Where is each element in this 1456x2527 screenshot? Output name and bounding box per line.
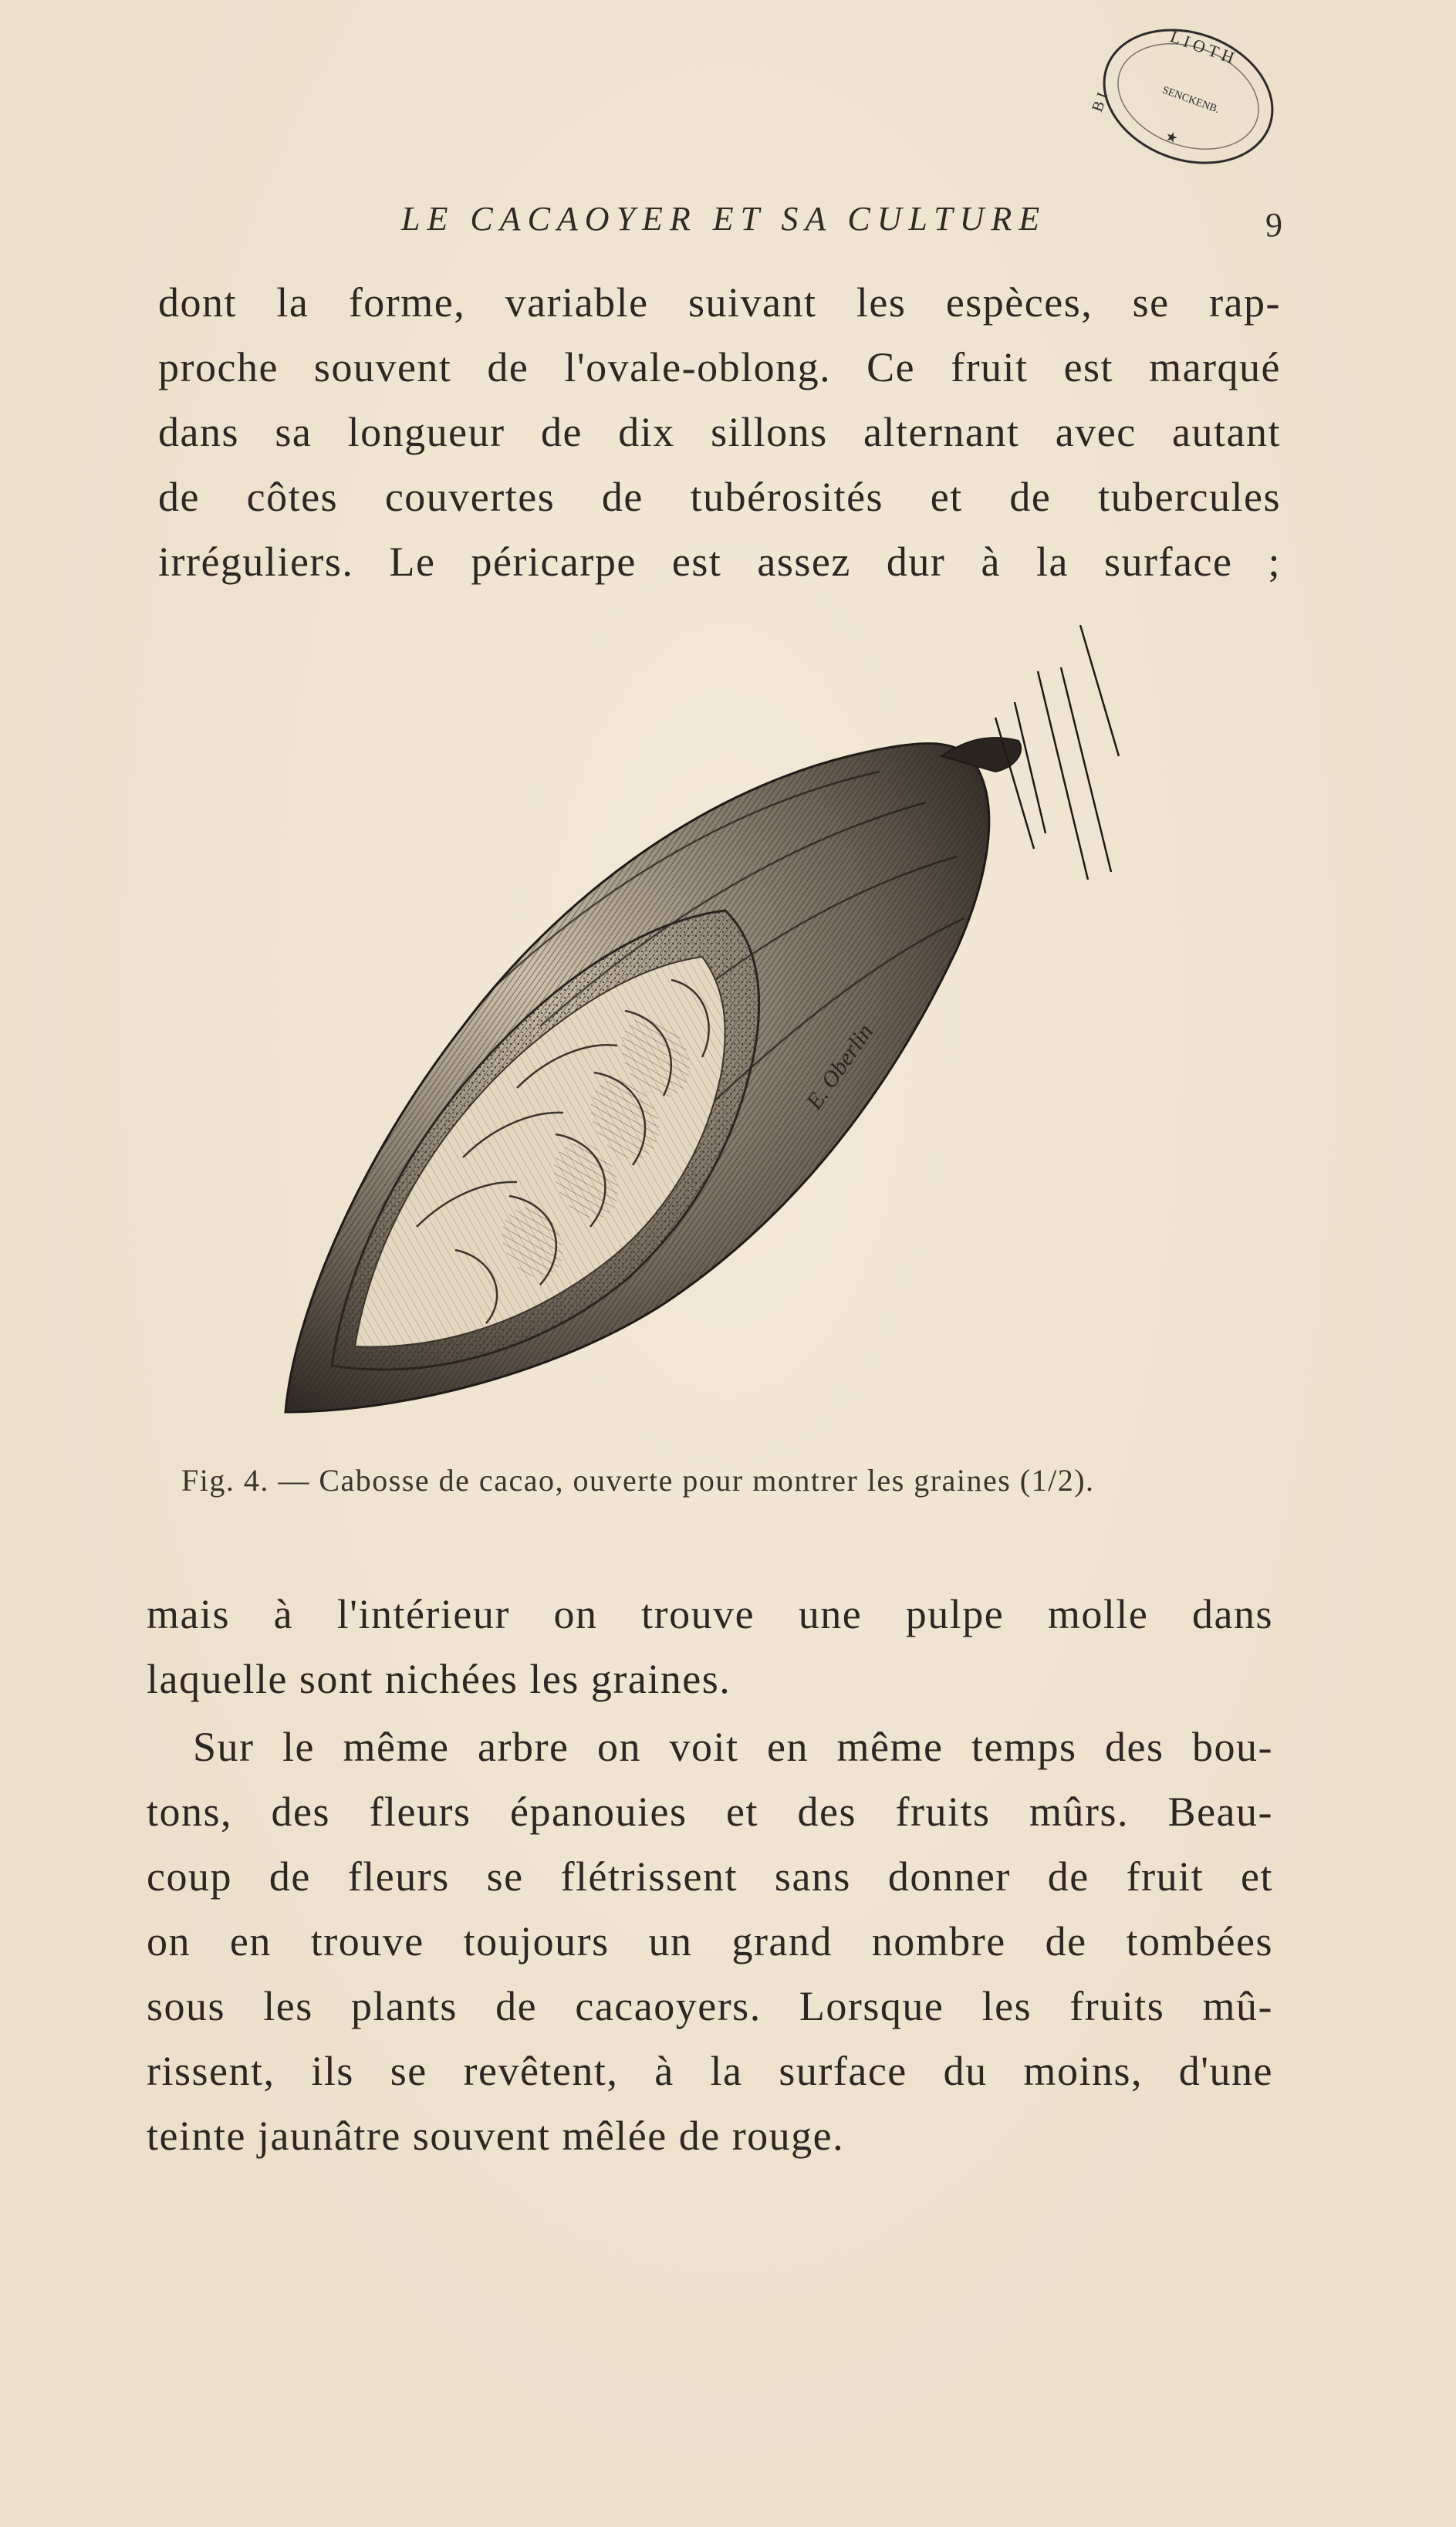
svg-text:E. Oberlin: E. Oberlin xyxy=(801,1019,879,1115)
cacao-pod-illustration xyxy=(262,625,1165,1435)
text-line: rissent, ils se revêtent, à la surface du moins, d'une xyxy=(147,2048,1273,2094)
page-number: 9 xyxy=(1265,206,1282,244)
text-line: sous les plants de cacaoyers. Lorsque les fruits mû- xyxy=(147,1983,1273,2029)
svg-text:B I: B I xyxy=(1089,90,1112,114)
text-line: Sur le même arbre on voit en même temps des bou- xyxy=(193,1724,1273,1770)
text-line: mais à l'intérieur on trouve une pulpe molle dans xyxy=(147,1591,1273,1637)
running-title: LE CACAOYER ET SA CULTURE xyxy=(401,200,1047,238)
svg-text:★: ★ xyxy=(1163,127,1181,147)
text-line: coup de fleurs se flétrissent sans donner de fruit et xyxy=(147,1853,1273,1900)
svg-text:L I O T H: L I O T H xyxy=(1167,26,1238,68)
text-line: proche souvent de l'ovale-oblong. Ce fruit est marqué xyxy=(158,344,1281,390)
text-line: teinte jaunâtre souvent mêlée de rouge. xyxy=(147,2113,845,2159)
text-line: tons, des fleurs épanouies et des fruits mûrs. Beau- xyxy=(147,1789,1273,1835)
figure-caption: Fig. 4. — Cabosse de cacao, ouverte pour montrer les graines (1/2). xyxy=(181,1463,1095,1498)
text-line: de côtes couvertes de tubérosités et de tubercules xyxy=(158,474,1281,520)
library-stamp xyxy=(1088,15,1289,177)
text-line: on en trouve toujours un grand nombre de tombées xyxy=(147,1918,1273,1965)
text-line: dont la forme, variable suivant les espèces, se rap- xyxy=(158,279,1281,326)
text-line: laquelle sont nichées les graines. xyxy=(147,1656,731,1702)
running-head xyxy=(0,199,1456,253)
text-line: dans sa longueur de dix sillons alternant avec autant xyxy=(158,409,1281,455)
paragraph-middle xyxy=(147,1582,1273,1711)
paragraph-bottom xyxy=(147,1715,1273,2168)
svg-text:SENCKENB.: SENCKENB. xyxy=(1160,84,1221,117)
text-line: irréguliers. Le péricarpe est assez dur à la surface ; xyxy=(158,539,1281,585)
paragraph-top xyxy=(158,270,1281,594)
